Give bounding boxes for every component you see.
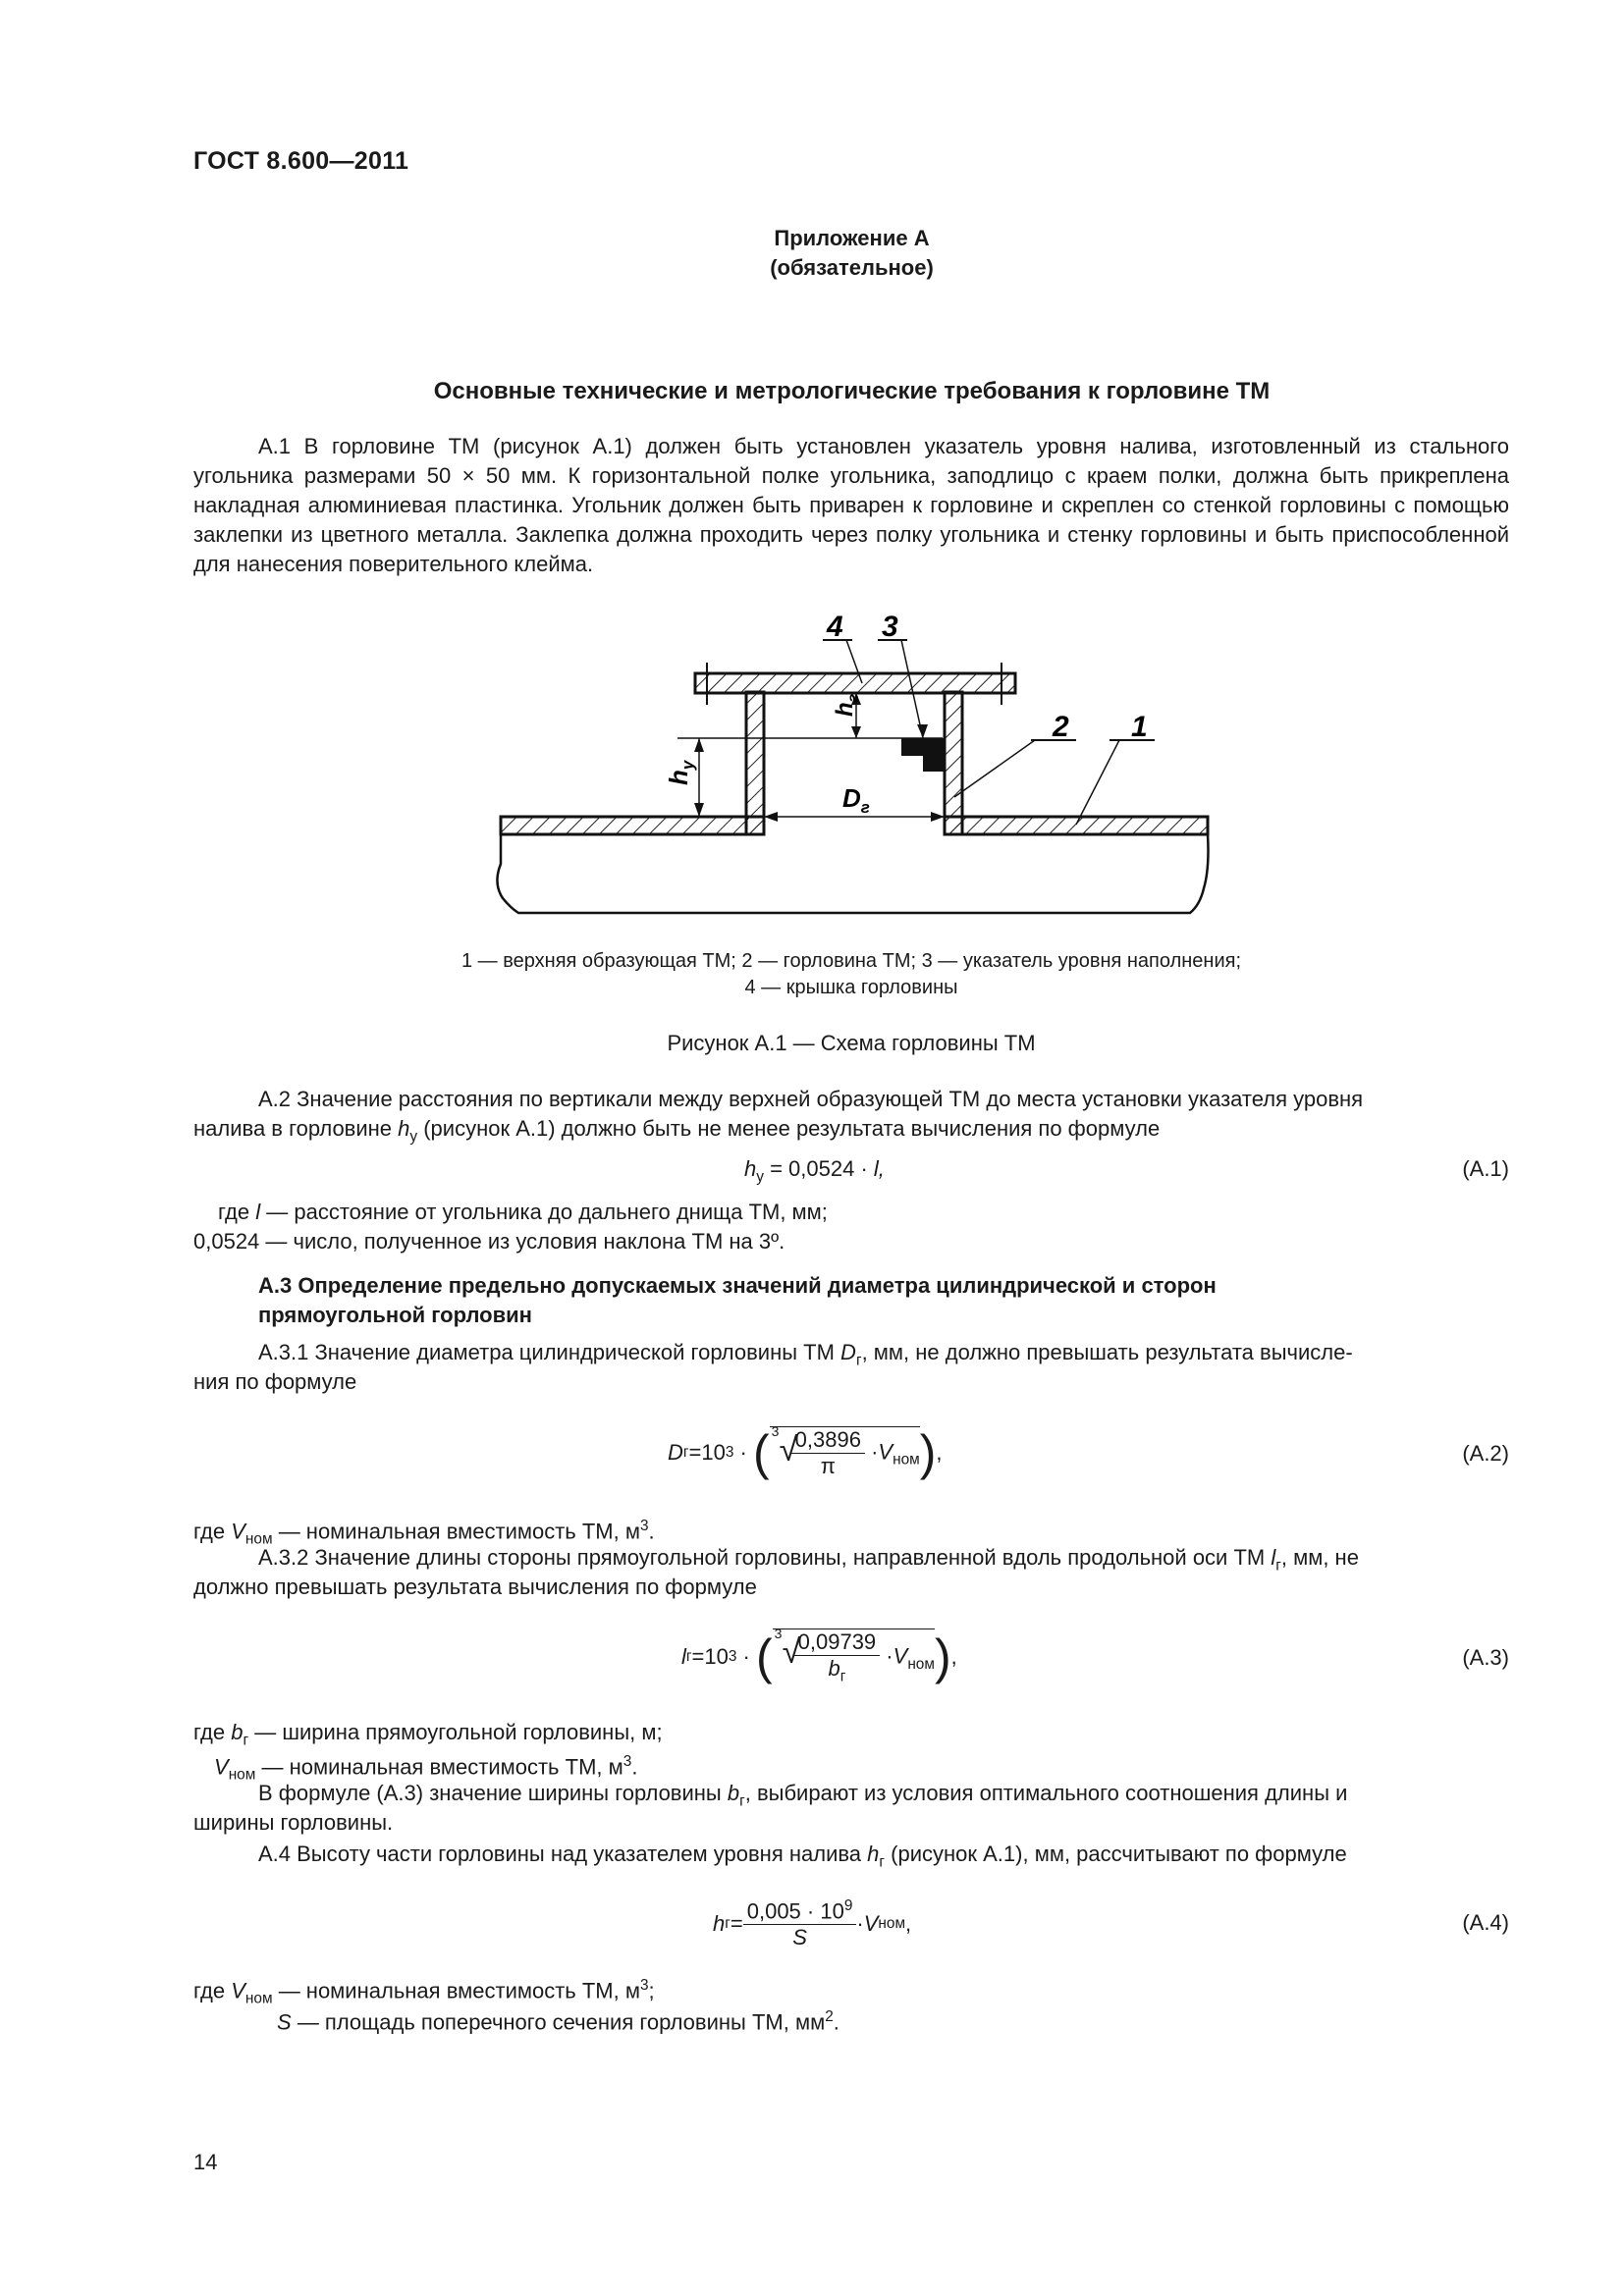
a1-line: стенку горловины и быть приспособленной для нанесения поверительного клейма. [193,522,1509,576]
dg-arrow-right [931,812,945,822]
formula-a1: $h_у = 0,0524 \cdot l$, [744,1156,885,1186]
label-2: 2 [1053,711,1069,743]
figure-title: Рисунок А.1 — Схема горловины ТМ [667,1031,1036,1055]
hg-arrow-bottom [851,726,861,738]
cube-root: 3 √ $\frac{0,09739}{b_г}$ $\cdot V_{ном}$ [774,1625,935,1685]
a2-line2: налива в горловине $h_у$ (рисунок А.1) должно быть не менее результата вычисления по формуле [193,1116,1161,1146]
hy-arrow-bottom [694,803,704,817]
leader-2 [954,740,1035,797]
a4-where1: где $V_{ном}$ — номинальная вместимость ТМ, $м^3$; [193,1977,655,2007]
formula-a2: D г = 10 3 · ( 3 √ $\frac{0,3896}{\pi}$ $\cdot V_{ном}$ ) , [668,1423,943,1480]
a2-line1: А.2 Значение расстояния по вертикали между верхней образующей ТМ до места установки указателя уровня [258,1087,1364,1111]
formula-a4-number: (А.4) [1462,1910,1509,1935]
label-3: 3 [882,611,898,643]
a4-line1: А.4 Высоту части горловины над указателем уровня налива $h_г$ (рисунок А.1), мм, рассчитывают по формуле [258,1842,1347,1871]
page-number: 14 [193,2150,218,2174]
a3-where-b: где $b_г$ — ширина прямоугольной горловины, м; [193,1720,663,1749]
a1-line: быть прикреплена накладная алюминиевая пластинка. Угольник должен быть приварен к горловине и скреплен со [193,463,1509,517]
appendix-subtitle: (обязательное) [770,255,934,280]
a2-where-vnom: где $V_{ном}$ — номинальная вместимость ТМ, $м^3$. [193,1518,655,1548]
a4-where2: S — площадь поперечного сечения горловины ТМ, $мм^2$. [277,2008,839,2035]
formula-a2-number: (А.2) [1462,1441,1509,1466]
appendix-title: Приложение А [774,226,930,250]
tank-body-outline [497,834,1208,913]
a1-line: А.1 В горловине ТМ (рисунок А.1) должен быть установлен указатель уровня налива, изготовленный из [258,434,1396,458]
neck-wall-left [746,692,764,834]
a32-line1: А.3.2 Значение длины стороны прямоугольной горловины, направленной вдоль продольной оси ТМ $l_г$, мм, не [258,1545,1359,1575]
label-4: 4 [827,611,843,643]
leader-1 [1076,740,1119,825]
paragraph-a1 [193,432,1509,579]
formula-a3: l г = 10 3 · ( 3 √ $\frac{0,09739}{b_г}$ $\cdot V_{ном}$ ) , [681,1625,957,1685]
level-indicator-flange [923,738,945,772]
a31-line1: А.3.1 Значение диаметра цилиндрической горловины ТМ $D_г$, мм, не должно превышать результата вычисле- [258,1340,1353,1369]
neck-wall-right [945,692,962,834]
a1-line: стального угольника размерами 50 × 50 мм. К горизонтальной полке угольника, заподлицо с краем полки, должна [193,434,1509,488]
formula-a1-number: (А.1) [1462,1156,1509,1181]
document-code: ГОСТ 8.600—2011 [193,147,409,175]
label-1: 1 [1131,711,1148,743]
formula-a3-number: (А.3) [1462,1645,1509,1670]
section-title: Основные технические и метрологические требования к горловине ТМ [433,378,1271,404]
a3-where-vnom: $V_{ном}$ — номинальная вместимость ТМ, $м^3$. [214,1753,638,1784]
formula-a4: h г = $\frac{0,005 \cdot 10^9}{S}$ · V ном , [713,1896,912,1950]
neck-lid [695,673,1015,693]
a2-where2: 0,0524 — число, полученное из условия наклона ТМ на 3º. [193,1229,785,1254]
dg-label: $D_г$ [842,783,870,817]
hy-label: $h_у$ [664,760,697,785]
figure-neck-diagram [481,599,1227,933]
a1-line: стенкой горловины с помощью заклепки из цветного металла. Заклепка должна проходить через полку угольника и [193,493,1509,547]
hg-label: $h_г$ [832,693,862,717]
figure-caption-line2: 4 — крышка горловины [744,977,958,998]
cube-root: 3 √ $\frac{0,3896}{\pi}$ $\cdot V_{ном}$ [771,1423,920,1478]
a3-note-line2: ширины горловины. [193,1810,394,1835]
a3-title-line1: А.3 Определение предельно допускаемых значений диаметра цилиндрической и сторон [258,1273,1217,1298]
a3-title-line2: прямоугольной горловин [258,1303,532,1327]
tank-top-left [501,817,764,834]
a3-note-line1: В формуле (А.3) значение ширины горловины $b_г$, выбирают из условия оптимального соотношения длины и [258,1781,1348,1810]
hy-arrow-top [694,738,704,752]
dg-arrow-left [764,812,778,822]
a32-line2: должно превышать результата вычисления по формуле [193,1575,757,1599]
a31-line2: ния по формуле [193,1369,357,1394]
figure-caption-line1: 1 — верхняя образующая ТМ; 2 — горловина ТМ; 3 — указатель уровня наполнения; [460,950,1242,972]
leader-3-arrow [917,724,928,738]
a2-where1: где l — расстояние от угольника до дальнего днища ТМ, мм; [218,1200,828,1224]
tank-top-right [945,817,1208,834]
